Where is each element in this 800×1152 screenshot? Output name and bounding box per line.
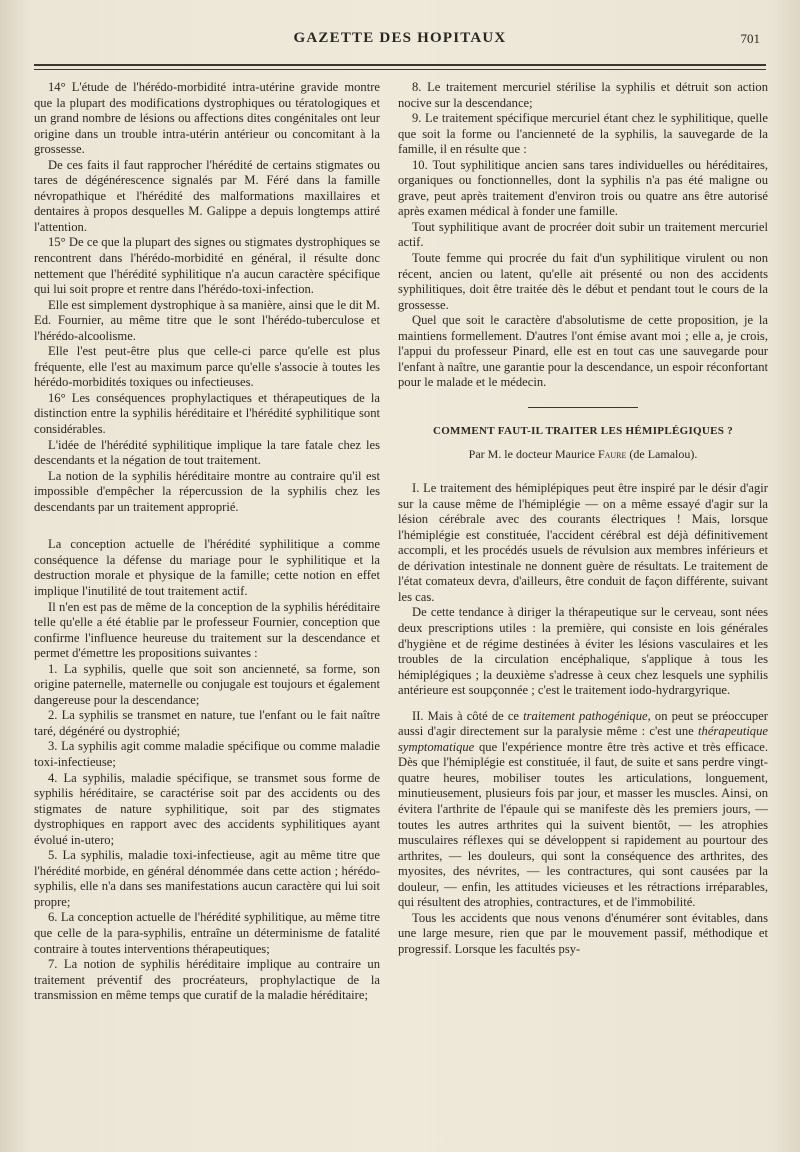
list-item: 5. La syphilis, maladie toxi-infectieuse, agit au même titre que l'hérédité morbide, en général dénommée dans cette action ; hérédo-syphilis, elle n'a dans ses manifestations aucun caractère qui lui soit propre; [34,848,380,909]
paragraph: Toute femme qui procrée du fait d'un syphilitique virulent ou non récent, ancien ou latent, qu'elle ait présenté ou non des accidents syphilitiques, doit être traitée dès le début et pendant tout le cours de la grossesse. [398,251,768,312]
text-run: II. Mais à côté de ce [412,708,524,723]
italic-term: thérapeutique symptomatique [398,724,768,754]
paragraph: 14° L'étude de l'hérédo-morbidité intra-utérine gravide montre que la plupart des modifications dystrophiques ou tératologiques et un grand nombre de lésions ou affections dites congénitales ont leur origine dans un trouble intra-utérin antérieur ou concomitant à la grossesse. [34,80,380,157]
list-item: 8. Le traitement mercuriel stérilise la syphilis et détruit son action nocive sur la descendance; [398,80,768,110]
paragraph: La conception actuelle de l'hérédité syphilitique a comme conséquence la défense du mariage pour le syphilitique et la destruction morale et physique de la famille; cette notion en effet implique l'inutilité de tout traitement actif. [34,537,380,598]
byline-prefix: Par M. le docteur Maurice [468,447,598,462]
text-run: que l'expérience montre être très active et très efficace. Dès que l'hémiplégie est constituée, il faut, de suite et sans perdre vingt-quatre heures, mobiliser toutes les articulations, longuement, minutieusement, plusieurs fois par jour, et masser les muscles. Ainsi, on évitera l'arthrite de l'épaule qui se manifeste dès les premiers jours, — toutes les autres arthrites qui la suivent bientôt, — les atrophies musculaires réflexes qui se développent si rapidement au pourtour des arthrites, — les douleurs, qui sont la conséquence des arthrites, des myosites, des névrites, — les contractures, qui sont causées par la douleur, — enfin, les attitudes vicieuses et les rétractions irréparables, qui résultent des atrophies, contractures, et de l'immobilité. [398,739,768,910]
byline-suffix: (de Lamalou). [626,447,698,462]
paragraph: L'idée de l'hérédité syphilitique implique la tare fatale chez les descendants et la négation de tout traitement. [34,437,380,468]
list-item: 3. La syphilis agit comme maladie spécifique ou comme maladie toxi-infectieuse; [34,739,380,769]
author-name: Faure [597,447,627,462]
list-item: 1. La syphilis, quelle que soit son ancienneté, sa forme, son origine paternelle, maternelle ou conjugale est toujours et également dangereuse pour la descendance; [34,661,380,707]
paragraph: La notion de la syphilis héréditaire montre au contraire qu'il est impossible d'empêcher la répercussion de la syphilis chez les descendants par un traitement approprié. [34,468,380,514]
byline [398,447,768,463]
header-rule-thin [34,69,766,70]
page-number: 701 [740,31,760,46]
section-gap [34,515,380,537]
list-item: 2. La syphilis se transmet en nature, tue l'enfant ou le fait naître taré, dégénéré ou dystrophié; [34,708,380,738]
section-gap [398,699,768,709]
list-item: 4. La syphilis, maladie spécifique, se transmet sous forme de syphilis héréditaire, se caractérise soit par des accidents ou des stigmates de nature syphilitique, soit par des stigmates dystrophiques en rapport avec des accidents syphilitiques ayant évolué in-utero; [34,770,380,847]
paragraph: Quel que soit le caractère d'absolutisme de cette proposition, je la maintiens formellement. D'autres l'ont émise avant moi ; elle a, je crois, l'appui du professeur Pinard, elle est en tout cas une sauvegarde pour l'enfant à naître, une garantie pour la descendance, un espoir réconfortant pour le malade et le médecin. [398,313,768,390]
paragraph: De ces faits il faut rapprocher l'hérédité de certains stigmates ou tares de dégénérescence signalés par M. Féré dans la famille névropathique et l'hérédité des malformations maxillaires et dentaires à propos desquelles M. Galippe a depuis longtemps attiré l'attention. [34,157,380,234]
paragraph: I. Le traitement des hémiplépiques peut être inspiré par le désir d'agir sur la cause même de l'hémiplégie — on a même essayé d'agir sur la lésion cérébrale avec des courants électriques ! Mais, lorsque l'hémiplégie est constituée, l'accident cérébral est déjà définitivement accompli, et les procédés usuels de révulsion aux membres inférieurs et de dérivation intestinale ne donnent guère de résultats. Le traitement de l'état comateux devra, d'ailleurs, être conduit de façon différente, suivant les cas. [398,481,768,604]
paragraph: Elle est simplement dystrophique à sa manière, ainsi que le dit M. Ed. Fournier, au même titre que le sont l'hérédo-tuberculose et l'hérédo-alcoolisme. [34,297,380,343]
paragraph: Elle l'est peut-être plus que celle-ci parce qu'elle est plus fréquente, elle l'est au maximum parce qu'elle s'associe à toutes les hérédo-morbidités toxiques ou infectieuses. [34,344,380,390]
left-column [34,80,380,1004]
paragraph: 16° Les conséquences prophylactiques et thérapeutiques de la distinction entre la syphilis héréditaire et l'hérédité syphilitique sont considérables. [34,390,380,437]
page-header [40,30,760,56]
header-rule [34,64,766,66]
text-run: , on peut se préoccuper aussi d'agir directement sur la paralysie même : c'est une [398,708,768,739]
list-item: 9. Le traitement spécifique mercuriel étant chez le syphilitique, quelle que soit la forme ou l'ancienneté de la syphilis, la sauvegarde de la famille, il en résulte que : [398,111,768,157]
paragraph: Il n'en est pas de même de la conception de la syphilis héréditaire telle qu'elle a été établie par le professeur Fournier, conception que confirme l'influence heureuse du traitement sur la descendance et permet d'émettre les propositions suivantes : [34,599,380,661]
list-item: 7. La notion de syphilis héréditaire implique au contraire un traitement préventif des procréateurs, prophylactique de la transmission en même temps que curatif de la maladie héréditaire; [34,957,380,1003]
article-divider [528,407,638,408]
list-item: 10. Tout syphilitique ancien sans tares individuelles ou héréditaires, organiques ou fonctionnelles, dont la syphilis n'a pas été maligne ou grave, peut après traitement d'environ trois ou quatre ans être autorisé après examen médical à fonder une famille. [398,157,768,219]
journal-title: GAZETTE DES HOPITAUX [293,30,507,46]
list-item: 6. La conception actuelle de l'hérédité syphilitique, au même titre que celle de la para-syphilis, entraîne un déterminisme de fatalité contraire à toutes interventions thérapeutiques; [34,910,380,956]
article-title: COMMENT FAUT-IL TRAITER LES HÉMIPLÉGIQUES ? [432,424,734,437]
paragraph: De cette tendance à diriger la thérapeutique sur le cerveau, sont nées deux prescriptions utiles : la première, qui consiste en lois générales d'hygiène et de régime destinées à éviter les lésions vasculaires et les troubles de la circulation encéphalique, s'applique à tous les hémiplégiques ; la deuxième s'adresse à ceux chez lesquels une syphilis antérieure est soupçonnée ; c'est le traitement iodo-hydrargyrique. [398,605,768,698]
paragraph: 15° De ce que la plupart des signes ou stigmates dystrophiques se rencontrent dans l'hérédo-morbidité en général, il résulte donc nettement que l'hérédité syphilitique n'a aucun caractère spécifique qui lui soit propre et rentre dans l'hérédo-toxi-infection. [34,235,380,297]
italic-term: traitement pathogénique [523,708,648,723]
right-column [398,80,768,957]
paragraph [398,709,768,911]
paragraph: Tout syphilitique avant de procréer doit subir un traitement mercuriel actif. [398,219,768,250]
paragraph: Tous les accidents que nous venons d'énumérer sont évitables, dans une large mesure, rien que par le mouvement passif, méthodique et progressif. Lorsque les facultés psy- [398,910,768,956]
